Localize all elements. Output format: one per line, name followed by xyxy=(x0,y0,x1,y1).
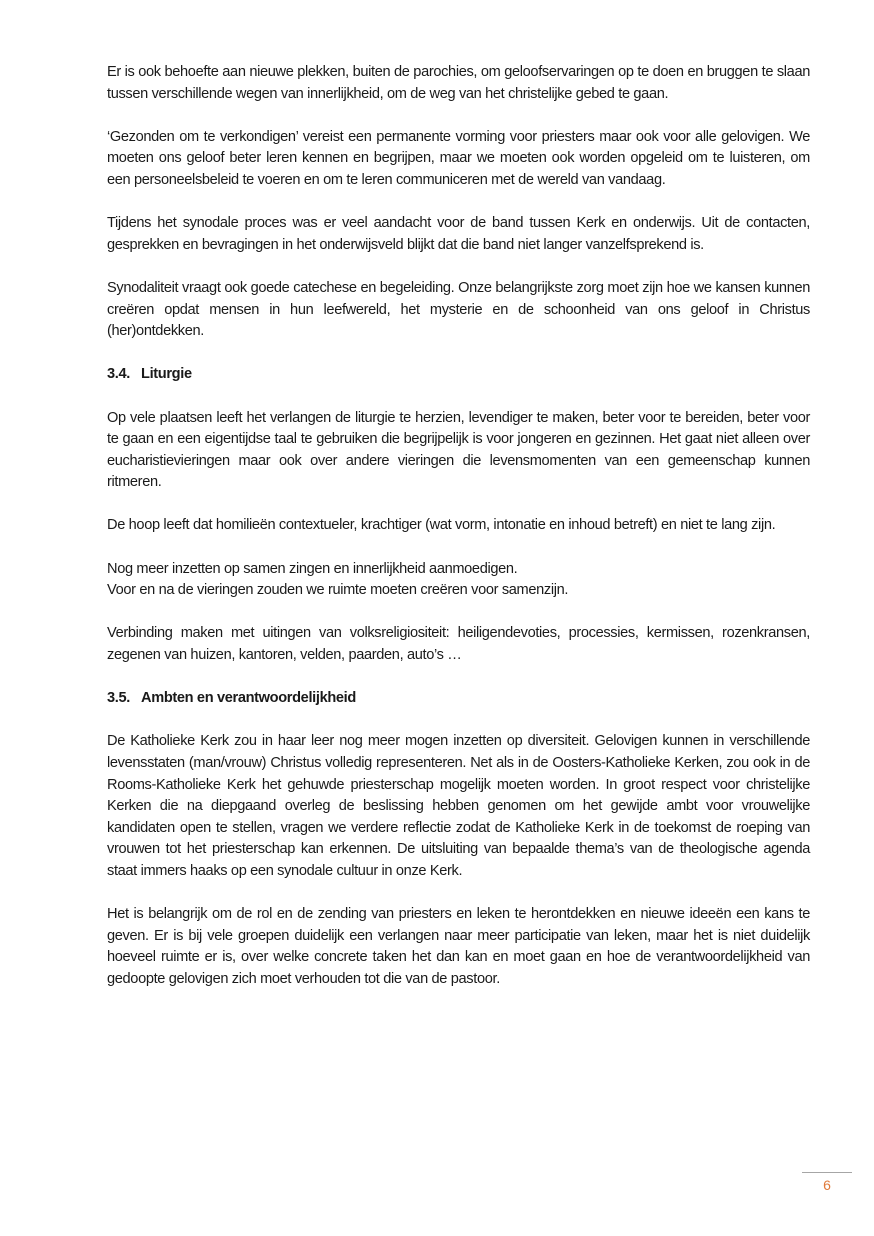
document-page xyxy=(107,62,810,1012)
paragraph: Verbinding maken met uitingen van volksreligiositeit: heiligendevoties, processies, kermissen, rozenkransen, zegenen van huizen, kantoren, velden, paarden, auto’s … xyxy=(107,625,810,664)
paragraph: Tijdens het synodale proces was er veel aandacht voor de band tussen Kerk en onderwijs. Uit de contacten, gesprekken en bevragingen in het onderwijsveld blijkt dat die band niet langer vanzelfsprekend is. xyxy=(107,215,810,253)
paragraph: De Katholieke Kerk zou in haar leer nog meer mogen inzetten op diversiteit. Gelovigen kunnen in verschillende levensstaten (man/vrouw) Christus volledig representeren. Net als in de Oosters-Katholieke Kerken, zou ook in de Rooms-Katholieke Kerk het gehuwde priesterschap mogelijk moeten worden. In groot respect voor christelijke Kerken die na diepgaand overleg de beslissing hebben genomen om het gewijde ambt voor vrouwelijke kandidaten open te stellen, vragen we verdere reflectie zodat de Katholieke Kerk in de toekomst de roeping van vrouwen tot het priesterschap kan erkennen. De uitsluiting van bepaalde thema’s van de theologische agenda staat immers haaks op een synodale cultuur in onze Kerk. xyxy=(107,733,810,879)
paragraph: Nog meer inzetten op samen zingen en innerlijkheid aanmoedigen. xyxy=(107,560,518,577)
page-number: 6 xyxy=(823,1177,831,1193)
paragraph: De hoop leeft dat homilieën contextueler, krachtiger (wat vorm, intonatie en inhoud betreft) en niet te lang zijn. xyxy=(107,517,776,534)
footer-rule xyxy=(802,1172,852,1173)
paragraph: Het is belangrijk om de rol en de zending van priesters en leken te herontdekken en nieuwe ideeën een kans te geven. Er is bij vele groepen duidelijk een verlangen naar meer participatie van leken, maar het is niet duidelijk hoeveel ruimte er is, over welke concrete taken het dan kan en moet gaan en hoe de verantwoordelijkheid van gedoopte gelovigen zich moet verhouden tot die van de pastoor. xyxy=(107,906,810,987)
paragraph: ‘Gezonden om te verkondigen’ vereist een permanente vorming voor priesters maar ook voor alle gelovigen. We moeten ons geloof beter leren kennen en begrijpen, maar we moeten ook worden opgeleid om te luisteren, om een personeelsbeleid te voeren en om te leren communiceren met de wereld van vandaag. xyxy=(107,128,810,188)
paragraph: Op vele plaatsen leeft het verlangen de liturgie te herzien, levendiger te maken, beter voor te bereiden, beter voor te gaan en een eigentijdse taal te gebruiken die begrijpelijk is voor jongeren en gezinnen. Het gaat niet alleen over eucharistievieringen maar ook over andere vieringen die levensmomenten van een gemeenschap kunnen ritmeren. xyxy=(107,409,810,491)
paragraph: Synodaliteit vraagt ook goede catechese en begeleiding. Onze belangrijkste zorg moet zijn hoe we kansen kunnen creëren opdat mensen in hun leefwereld, het mysterie en de schoonheid van ons geloof in Christus (her)ontdekken. xyxy=(107,279,810,340)
section-heading-liturgie xyxy=(107,364,810,386)
paragraph: Voor en na de vieringen zouden we ruimte moeten creëren voor samenzijn. xyxy=(107,582,569,599)
section-heading-ambten xyxy=(107,688,810,710)
section-title: Liturgie xyxy=(141,366,192,383)
section-title: Ambten en verantwoordelijkheid xyxy=(141,690,356,707)
section-number: 3.4. xyxy=(107,366,130,383)
paragraph: Er is ook behoefte aan nieuwe plekken, buiten de parochies, om geloofservaringen op te doen en bruggen te slaan tussen verschillende wegen van innerlijkheid, om de weg van het christelijke gebed te gaan. xyxy=(107,64,810,102)
section-number: 3.5. xyxy=(107,690,130,707)
